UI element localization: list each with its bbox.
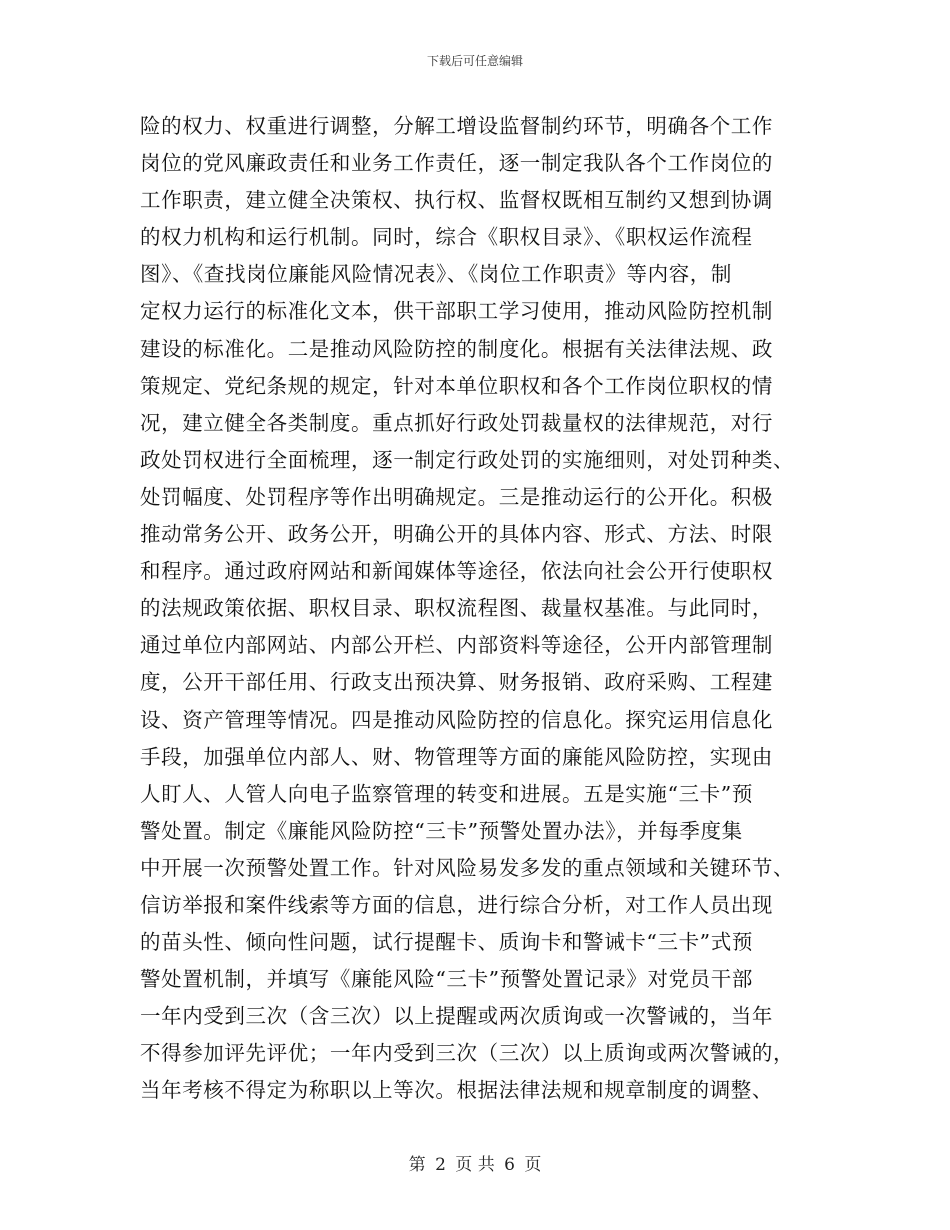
text-line: 处罚幅度、处罚程序等作出明确规定。三是推动运行的公开化。积极 (140, 484, 773, 509)
page-footer (0, 1150, 950, 1175)
text-line: 图》、《查找岗位廉能风险情况表》、《岗位工作职责》等内容，制 (140, 262, 732, 287)
body-text (140, 108, 810, 1110)
total-pages: 6 (504, 1155, 515, 1175)
text-line: 建设的标准化。二是推动风险防控的制度化。根据有关法律法规、政 (140, 336, 773, 361)
text-line: 度，公开干部任用、行政支出预决算、财务报销、政府采购、工程建 (140, 670, 773, 695)
text-line: 推动常务公开、政务公开，明确公开的具体内容、形式、方法、时限 (140, 522, 773, 547)
text-line: 设、资产管理等情况。四是推动风险防控的信息化。探究运用信息化 (140, 707, 773, 732)
text-line: 警处置。制定《廉能风险防控“三卡”预警处置办法》，并每季度集 (140, 818, 743, 843)
page-label-prefix: 第 (408, 1155, 426, 1175)
text-line: 当年考核不得定为称职以上等次。根据法律法规和规章制度的调整、 (140, 1078, 773, 1103)
text-line: 的苗头性、倾向性问题，试行提醒卡、质询卡和警诫卡“三卡”式预 (140, 930, 753, 955)
text-line: 警处置机制，并填写《廉能风险“三卡”预警处置记录》对党员干部 (140, 967, 753, 992)
text-line: 中开展一次预警处置工作。针对风险易发多发的重点领域和关键环节、 (140, 855, 795, 880)
text-line: 的权力机构和运行机制。同时，综合《职权目录》、《职权运作流程 (140, 225, 753, 250)
text-line: 政处罚权进行全面梳理，逐一制定行政处罚的实施细则，对处罚种类、 (140, 447, 795, 472)
text-line: 策规定、党纪条规的规定，针对本单位职权和各个工作岗位职权的情 (140, 373, 773, 398)
text-line: 手段，加强单位内部人、财、物管理等方面的廉能风险防控，实现由 (140, 744, 773, 769)
text-line: 人盯人、人管人向电子监察管理的转变和进展。五是实施“三卡”预 (140, 781, 753, 806)
text-line: 的法规政策依据、职权目录、职权流程图、裁量权基准。与此同时， (140, 596, 773, 621)
page-label-suffix: 页 (524, 1155, 542, 1175)
text-line: 和程序。通过政府网站和新闻媒体等途径，依法向社会公开行使职权 (140, 559, 773, 584)
text-line: 工作职责，建立健全决策权、执行权、监督权既相互制约又想到协调 (140, 188, 773, 213)
page-header: 下载后可任意编辑 (426, 54, 523, 68)
text-line: 险的权力、权重进行调整，分解工增设监督制约环节，明确各个工作 (140, 114, 773, 138)
text-line: 定权力运行的标准化文本，供干部职工学习使用，推动风险防控机制 (140, 299, 773, 324)
page-label-middle: 页 共 (455, 1155, 495, 1175)
page-number: 2 (435, 1155, 446, 1175)
text-line: 通过单位内部网站、内部公开栏、内部资料等途径，公开内部管理制 (140, 633, 773, 658)
text-line: 不得参加评先评优；一年内受到三次（三次）以上质询或两次警诫的， (140, 1041, 795, 1066)
text-line: 信访举报和案件线索等方面的信息，进行综合分析，对工作人员出现 (140, 892, 773, 917)
text-line: 况，建立健全各类制度。重点抓好行政处罚裁量权的法律规范，对行 (140, 410, 773, 435)
text-line: 岗位的党风廉政责任和业务工作责任，逐一制定我队各个工作岗位的 (140, 151, 773, 176)
text-line: 一年内受到三次（含三次）以上提醒或两次质询或一次警诫的，当年 (140, 1004, 773, 1029)
